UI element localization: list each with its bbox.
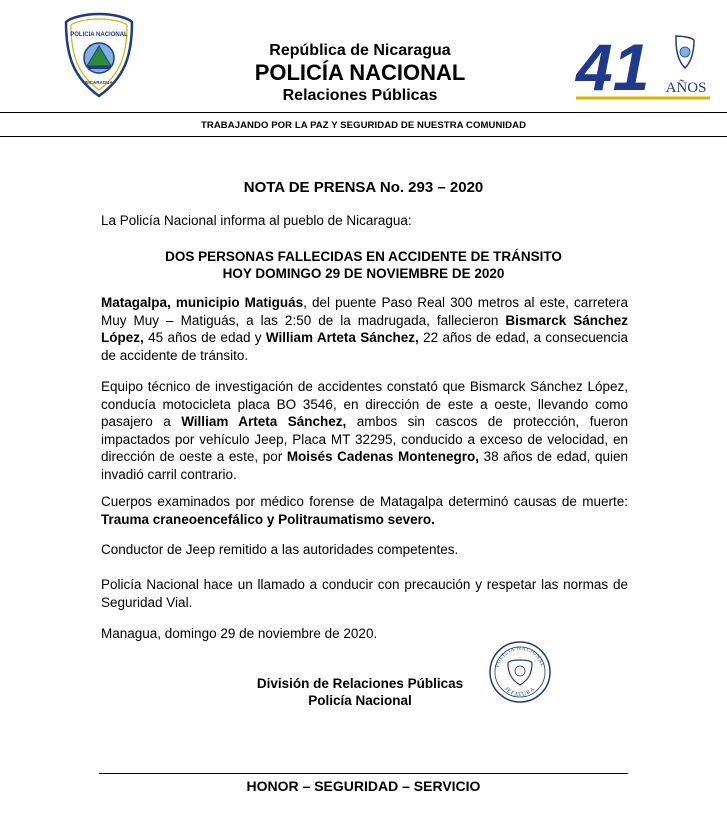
police-badge-logo xyxy=(64,12,134,98)
republic-name: República de Nicaragua xyxy=(269,42,451,59)
p2-text-3: 38 años de edad, quien invadió carril contrario. xyxy=(101,449,628,482)
jefatura-seal-stamp xyxy=(488,640,552,704)
paragraph-driver-remitted: Conductor de Jeep remitido a las autoridades competentes. xyxy=(101,542,459,557)
motto: TRABAJANDO POR LA PAZ Y SEGURIDAD DE NUESTRA COMUNIDAD xyxy=(200,120,527,131)
headline-line-2: HOY DOMINGO 29 DE NOVIEMBRE DE 2020 xyxy=(222,266,505,281)
victim-2-name: William Arteta Sánchez, xyxy=(265,330,419,345)
seal-text-bottom: JEFATURA xyxy=(503,686,537,699)
footer-motto: HONOR – SEGURIDAD – SERVICIO xyxy=(246,778,481,794)
headline-line-1: DOS PERSONAS FALLECIDAS EN ACCIDENTE DE TRÁNSITO xyxy=(165,249,562,264)
header-rule-top xyxy=(0,112,727,113)
p2-text-2: ambos sin cascos de protección, fueron impactados por vehículo Jeep, Placa MT 32295, conducido a exceso de velocidad, en dirección de oeste a este, por xyxy=(101,414,629,464)
header-rule-bottom xyxy=(0,136,727,137)
signature-division: División de Relaciones Públicas xyxy=(256,676,464,691)
department-name: Relaciones Públicas xyxy=(282,87,438,104)
signature-institution: Policía Nacional xyxy=(308,693,412,708)
place-date: Managua, domingo 29 de noviembre de 2020. xyxy=(101,626,378,641)
badge-text-bottom: NICARAGUA xyxy=(85,80,113,85)
p3-text-1: Cuerpos examinados por médico forense de Matagalpa determinó causas de muerte: xyxy=(101,494,628,509)
driver-name: Moisés Cadenas Montenegro, xyxy=(286,449,479,464)
victim-1-name: Bismarck Sánchez López, xyxy=(101,312,629,345)
p1-text-1: , del puente Paso Real 300 metros al este, carretera Muy Muy – Matiguás, a las 2:50 de la madrugada, fallecieron xyxy=(101,295,628,328)
anniversary-number: 41 xyxy=(576,30,650,102)
p1-text-3: 22 años de edad, a consecuencia de accidente de tránsito. xyxy=(101,330,628,363)
p2-text-1: Equipo técnico de investigación de accidentes constató que Bismarck Sánchez López, conducía motocicleta placa BO 3546, en dirección de este a oeste, llevando como pasajero a xyxy=(101,379,628,429)
press-note-title: NOTA DE PRENSA No. 293 – 2020 xyxy=(243,179,484,196)
paragraph-investigation xyxy=(101,378,628,483)
cause-of-death: Trauma craneoencefálico y Politraumatismo severo. xyxy=(101,511,435,527)
footer-rule xyxy=(99,773,628,774)
paragraph-safety-call: Policía Nacional hace un llamado a conducir con precaución y respetar las normas de Seguridad Vial. xyxy=(101,577,628,610)
institution-name: POLICÍA NACIONAL xyxy=(254,60,466,85)
intro-paragraph: La Policía Nacional informa al pueblo de Nicaragua: xyxy=(101,213,412,228)
seal-text-top: POLICIA NACIONAL xyxy=(494,645,546,669)
badge-text-top: POLICIA NACIONAL xyxy=(70,32,128,38)
location-bold: Matagalpa, municipio Matiguás xyxy=(101,295,304,310)
passenger-name: William Arteta Sánchez, xyxy=(181,414,347,429)
paragraph-accident xyxy=(101,294,628,364)
news-headline xyxy=(0,248,727,282)
signature-block xyxy=(215,675,505,709)
paragraph-forensic xyxy=(101,493,628,528)
anniversary-41-logo xyxy=(572,28,712,102)
anniversary-word: AÑOS xyxy=(665,80,707,96)
header-titles xyxy=(210,42,510,105)
p1-text-2: 45 años de edad y xyxy=(143,330,266,345)
